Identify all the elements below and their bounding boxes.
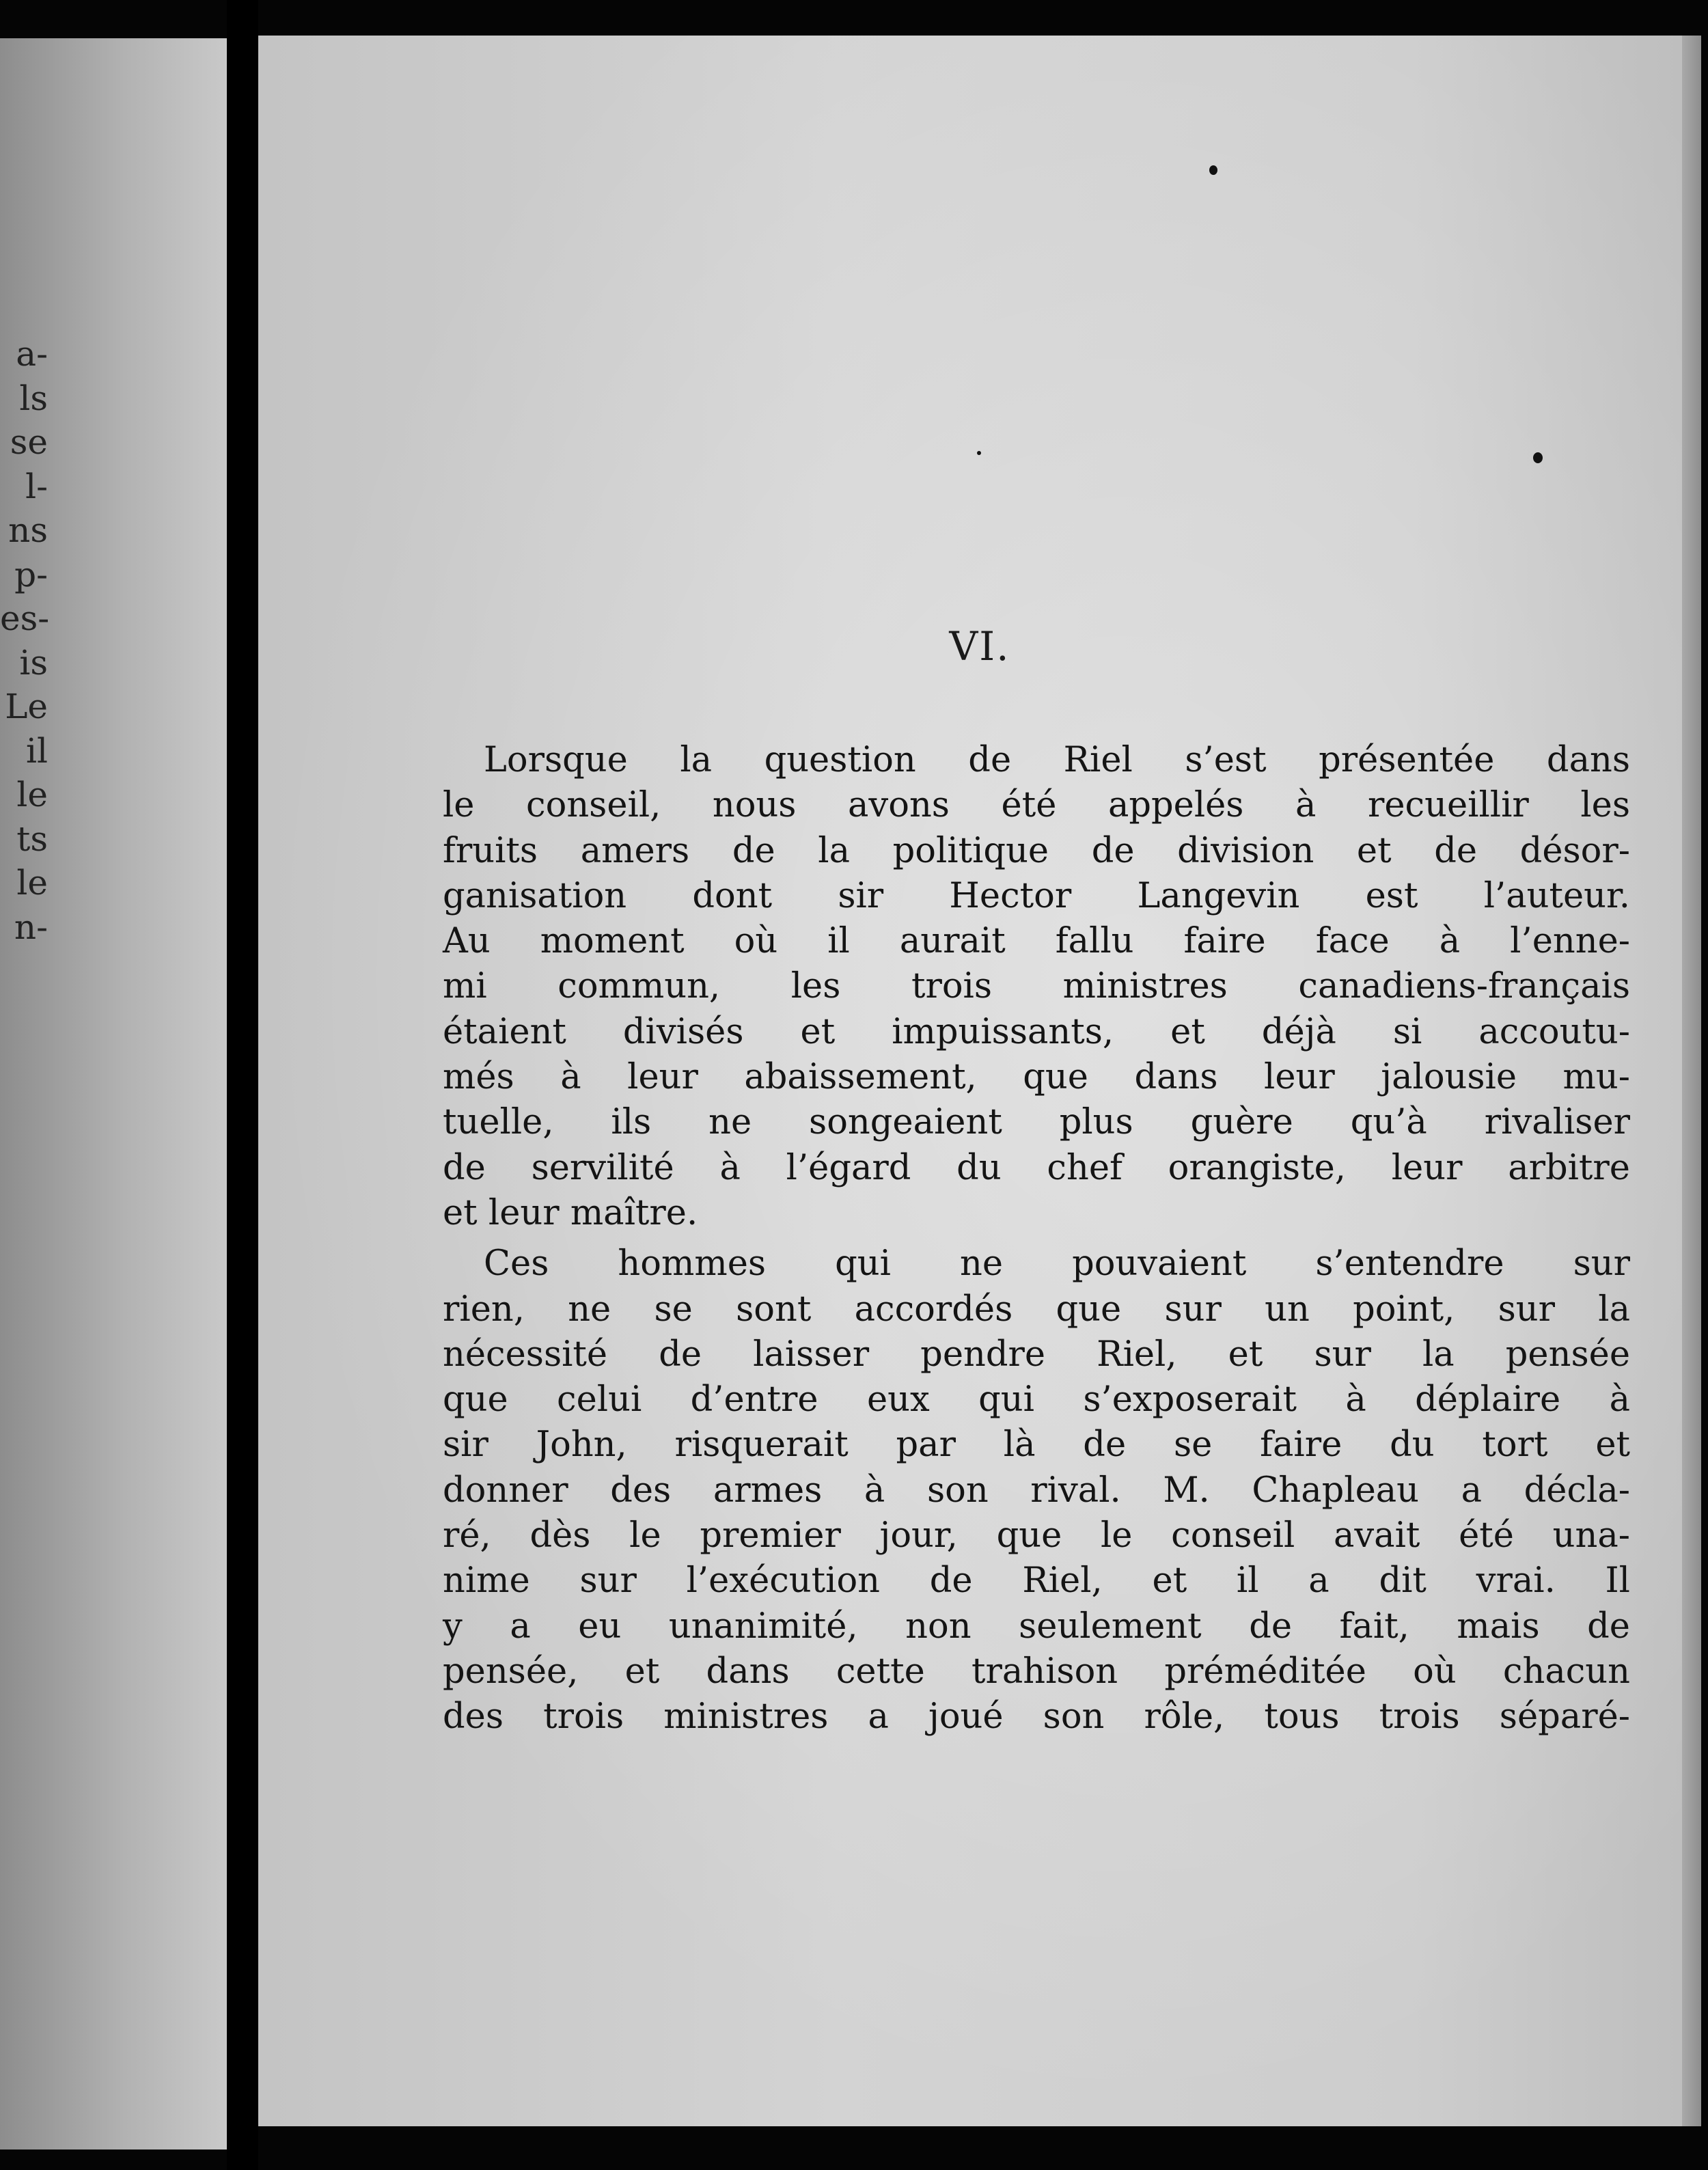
text-line: ganisation dont sir Hector Langevin est l’auteur. — [443, 875, 1630, 916]
page-body — [443, 738, 1630, 1740]
facing-page-fragment: a- — [16, 334, 48, 374]
paragraph-2 — [443, 1241, 1630, 1740]
paragraph-1 — [443, 738, 1630, 1236]
text-line: rien, ne se sont accordés que sur un point, sur la — [443, 1289, 1630, 1330]
facing-page-fragment: le — [16, 863, 48, 903]
facing-page-fragment: is — [19, 642, 48, 683]
page-edge-shadow — [1682, 36, 1701, 2126]
text-line: ré, dès le premier jour, que le conseil avait été una- — [443, 1515, 1630, 1556]
text-line: Lorsque la question de Riel s’est présentée dans — [484, 740, 1630, 780]
text-line: donner des armes à son rival. M. Chapleau a décla- — [443, 1470, 1630, 1511]
text-line: Ces hommes qui ne pouvaient s’entendre sur — [484, 1244, 1630, 1285]
facing-page-fragment: il — [26, 730, 48, 771]
text-line: que celui d’entre eux qui s’exposerait à déplaire à — [443, 1379, 1630, 1420]
text-line: sir John, risquerait par là de se faire du tort et — [443, 1425, 1630, 1466]
ink-speck — [1533, 452, 1543, 463]
text-line: le conseil, nous avons été appelés à recueillir les — [443, 785, 1630, 826]
text-line: més à leur abaissement, que dans leur jalousie mu- — [443, 1057, 1630, 1098]
paragraph-gap — [443, 1236, 1630, 1241]
facing-page-left — [0, 38, 227, 2150]
facing-page-fragment: l- — [25, 466, 48, 506]
facing-page-fragment: le — [16, 775, 48, 814]
ink-speck — [977, 451, 981, 455]
facing-page-fragment: Le — [5, 687, 48, 726]
facing-page-fragment: se — [10, 422, 48, 462]
text-line: Au moment où il aurait fallu faire face à l’enne- — [443, 921, 1630, 962]
facing-page-fragment: ns — [8, 510, 48, 550]
text-line: fruits amers de la politique de division et de désor- — [443, 830, 1630, 871]
facing-page-fragment: ls — [19, 378, 48, 418]
text-line: et leur maître. — [443, 1192, 698, 1233]
text-line: nécessité de laisser pendre Riel, et sur la pensée — [443, 1334, 1630, 1375]
text-line: nime sur l’exécution de Riel, et il a dit vrai. Il — [443, 1561, 1630, 1602]
text-line: mi commun, les trois ministres canadiens-français — [443, 966, 1630, 1007]
facing-page-fragment: ts — [16, 819, 48, 859]
text-line: y a eu unanimité, non seulement de fait, mais de — [443, 1606, 1630, 1647]
facing-page-fragment: p- — [14, 554, 48, 594]
text-line: des trois ministres a joué son rôle, tous trois séparé- — [443, 1697, 1630, 1738]
text-line: tuelle, ils ne songeaient plus guère qu’à rivaliser — [443, 1102, 1630, 1143]
facing-page-fragment: es- — [0, 599, 50, 638]
facing-page-fragment: n- — [14, 907, 48, 947]
chapter-number: VI. — [949, 623, 1010, 670]
book-gutter — [227, 0, 258, 2170]
text-line: de servilité à l’égard du chef orangiste, leur arbitre — [443, 1147, 1630, 1188]
book-page — [258, 36, 1701, 2126]
facing-page-text — [0, 332, 48, 949]
ink-speck — [1209, 165, 1217, 175]
text-line: étaient divisés et impuissants, et déjà si accoutu- — [443, 1011, 1630, 1052]
text-line: pensée, et dans cette trahison préméditée où chacun — [443, 1651, 1630, 1692]
